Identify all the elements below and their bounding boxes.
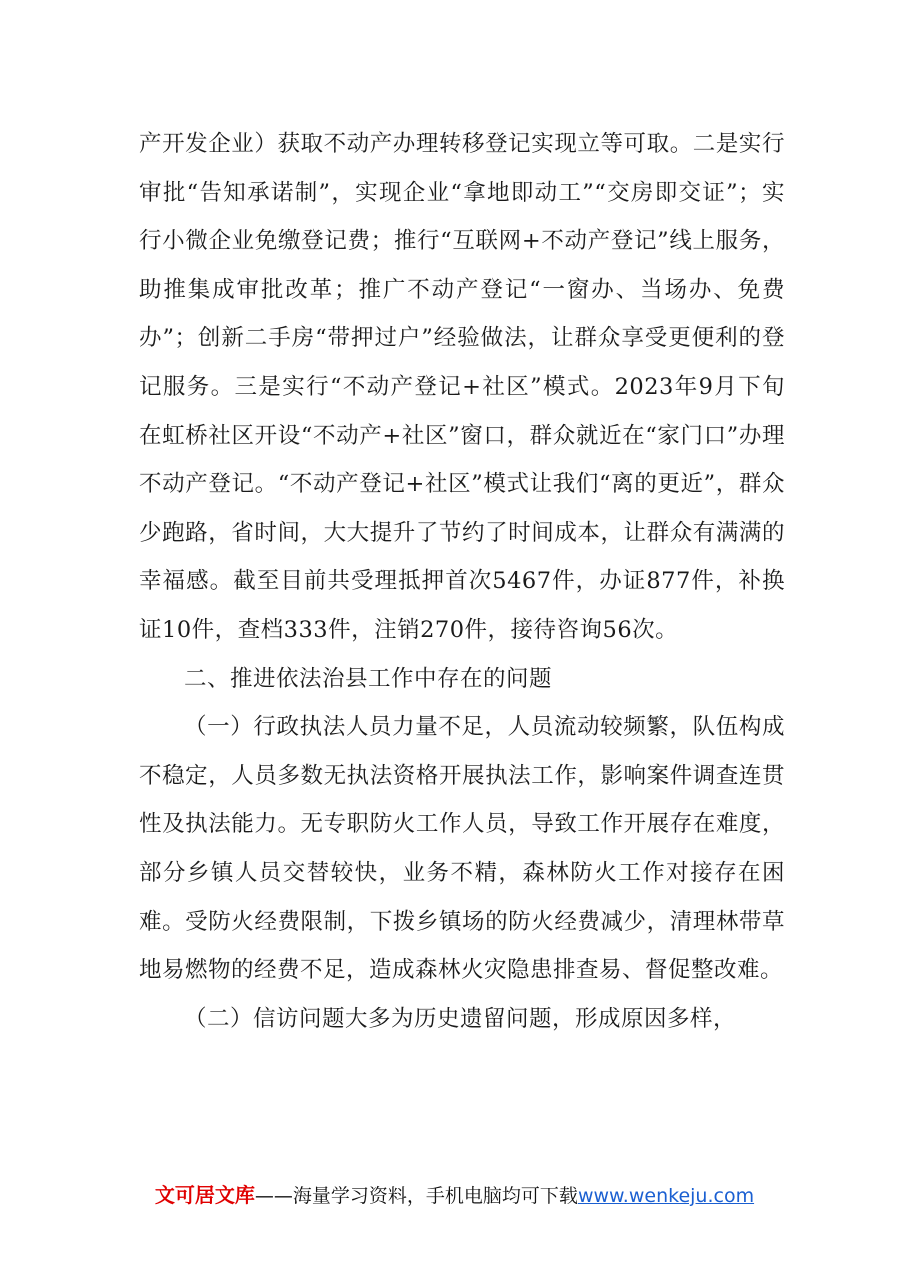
document-body bbox=[139, 120, 785, 1043]
footer-banner bbox=[0, 1180, 909, 1211]
issue-paragraph-1: （一）行政执法人员力量不足，人员流动较频繁，队伍构成不稳定，人员多数无执法资格开展执法工作，影响案件调查连贯性及执法能力。无专职防火工作人员，导致工作开展存在难度，部分乡镇人员交替较快，业务不精，森林防火工作对接存在困难。受防火经费限制，下拨乡镇场的防火经费减少，清理林带草地易燃物的经费不足，造成森林火灾隐患排查易、督促整改难。 bbox=[139, 714, 785, 984]
footer-tagline: ——海量学习资料，手机电脑均可下载 bbox=[254, 1185, 578, 1207]
section-heading: 二、推进依法治县工作中存在的问题 bbox=[184, 665, 553, 692]
issue-paragraph-2: （二）信访问题大多为历史遗留问题，形成原因多样， bbox=[184, 1005, 737, 1032]
footer-link[interactable]: www.wenkeju.com bbox=[577, 1185, 755, 1207]
body-paragraph: 产开发企业）获取不动产办理转移登记实现立等可取。二是实行审批“告知承诺制”，实现企业“拿地即动工”“交房即交证”；实行小微企业免缴登记费；推行“互联网+不动产登记”线上服务，助推集成审批改革；推广不动产登记“一窗办、当场办、免费办”；创新二手房“带押过户”经验做法，让群众享受更便利的登记服务。三是实行“不动产登记+社区”模式。2023年9月下旬在虹桥社区开设“不动产+社区”窗口，群众就近在“家门口”办理不动产登记。“不动产登记+社区”模式让我们“离的更近”，群众少跑路，省时间，大大提升了节约了时间成本，让群众有满满的幸福感。截至目前共受理抵押首次5467件，办证877件，补换证10件，查档333件，注销270件，接待咨询56次。 bbox=[139, 131, 785, 643]
footer-brand: 文可居文库 bbox=[154, 1183, 255, 1207]
